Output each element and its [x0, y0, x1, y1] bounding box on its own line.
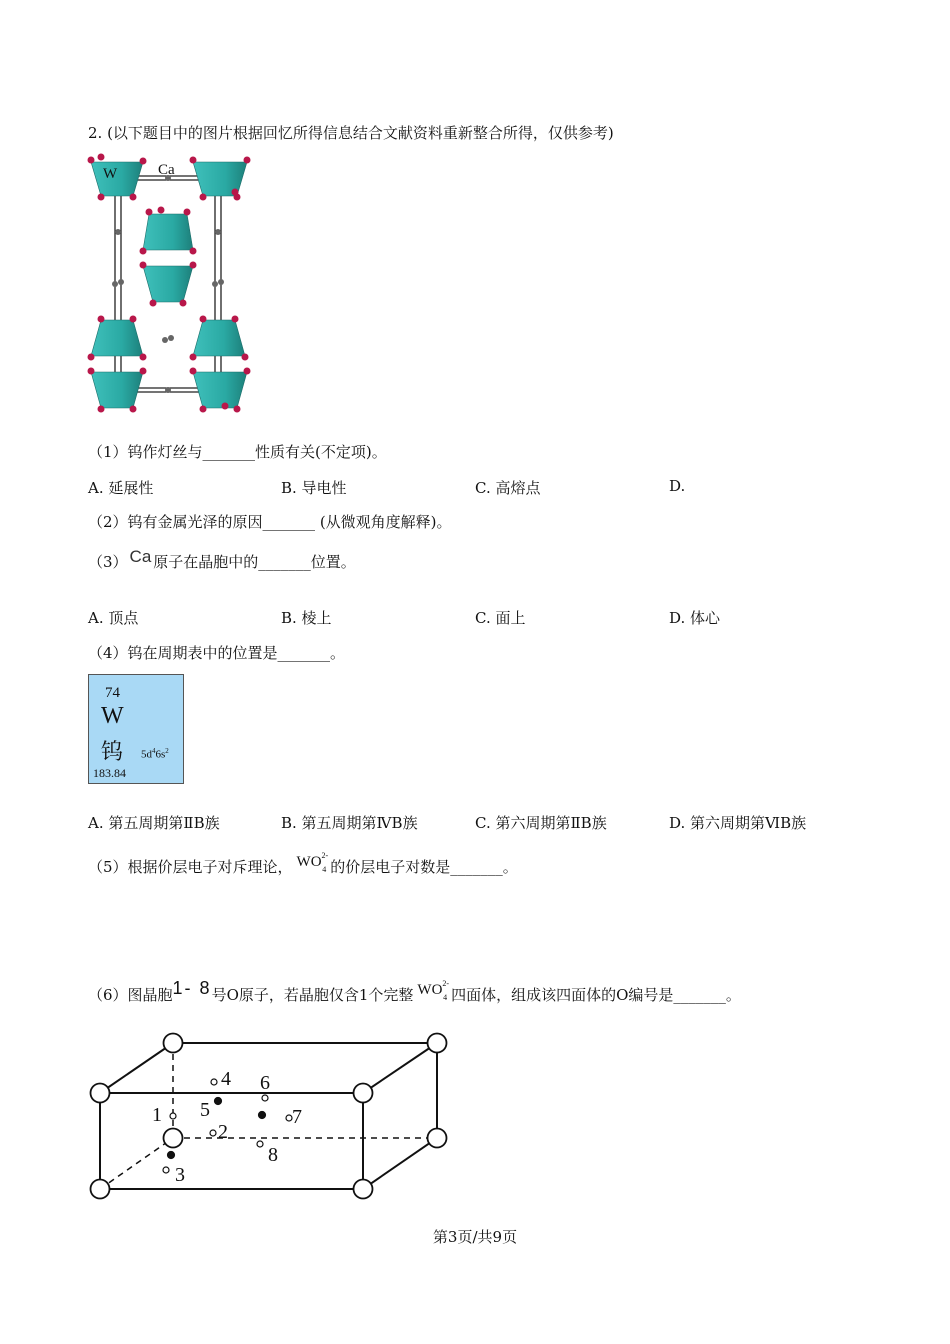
q6-ion-formula: $WO^{2-}_4$: [417, 979, 450, 1002]
atom-label-3: 3: [175, 1164, 185, 1186]
q1-option-d: D.: [669, 477, 686, 495]
q3-ca-symbol: Ca: [129, 547, 152, 566]
q6-suffix: 四面体，组成该四面体的O编号是_______。: [451, 986, 741, 1004]
q4-option-d: D. 第六周期第ⅥB族: [669, 814, 807, 832]
q5-suffix: 的价层电子对数是_______。: [330, 858, 518, 876]
atom-label-7: 7: [292, 1106, 302, 1128]
element-config: $5d^46s^2$: [141, 747, 169, 761]
q3-option-d: D. 体心: [669, 609, 721, 627]
q6-range: 1- 8: [172, 978, 212, 998]
element-name: 钨: [101, 740, 124, 765]
q1-option-c: C. 高熔点: [475, 479, 541, 497]
q3-prefix: （3）: [88, 553, 128, 571]
q5-text: [88, 851, 518, 878]
q6-text: [88, 978, 741, 1006]
q1-option-a: A. 延展性: [88, 479, 154, 497]
element-mass: 183.84: [93, 766, 126, 780]
q1-option-b: B. 导电性: [281, 479, 347, 497]
q1-text: （1）钨作灯丝与_______性质有关(不定项)。: [88, 443, 387, 461]
atom-label-5: 5: [200, 1099, 210, 1121]
q6-prefix: （6）图晶胞: [88, 986, 173, 1004]
q4-option-c: C. 第六周期第ⅡB族: [475, 814, 607, 832]
unit-cell-figure: [80, 1025, 460, 1210]
ca-label: Ca: [158, 162, 175, 178]
q4-option-b: B. 第五周期第ⅣB族: [281, 814, 418, 832]
q3-option-c: C. 面上: [475, 609, 526, 627]
crystal-structure-figure: [85, 152, 255, 417]
q3-option-b: B. 棱上: [281, 609, 332, 627]
atom-label-2: 2: [218, 1121, 228, 1143]
q4-text: （4）钨在周期表中的位置是_______。: [88, 644, 346, 662]
q3-suffix: 原子在晶胞中的_______位置。: [153, 553, 356, 571]
atom-label-1: 1: [152, 1104, 162, 1126]
atom-label-4: 4: [221, 1068, 231, 1090]
page-footer: 第3页/共9页: [432, 1228, 518, 1246]
atom-label-6: 6: [260, 1072, 270, 1094]
atom-label-8: 8: [268, 1144, 278, 1166]
q4-option-a: A. 第五周期第ⅡB族: [88, 814, 220, 832]
q5-prefix: （5）根据价层电子对斥理论，: [88, 858, 293, 876]
q5-ion-formula: $WO^{2-}_4$: [296, 851, 329, 874]
question-title: 2. (以下题目中的图片根据回忆所得信息结合文献资料重新整合所得，仅供参考): [88, 124, 614, 142]
w-label: W: [103, 166, 118, 182]
q2-text: （2）钨有金属光泽的原因_______ (从微观角度解释)。: [88, 513, 452, 531]
q3-option-a: A. 顶点: [88, 609, 139, 627]
element-card-tungsten: [88, 674, 184, 784]
element-number: 74: [105, 685, 120, 701]
q3-text: [88, 547, 356, 572]
q6-middle: 号O原子，若晶胞仅含1个完整: [211, 986, 414, 1004]
element-symbol: W: [101, 703, 124, 729]
